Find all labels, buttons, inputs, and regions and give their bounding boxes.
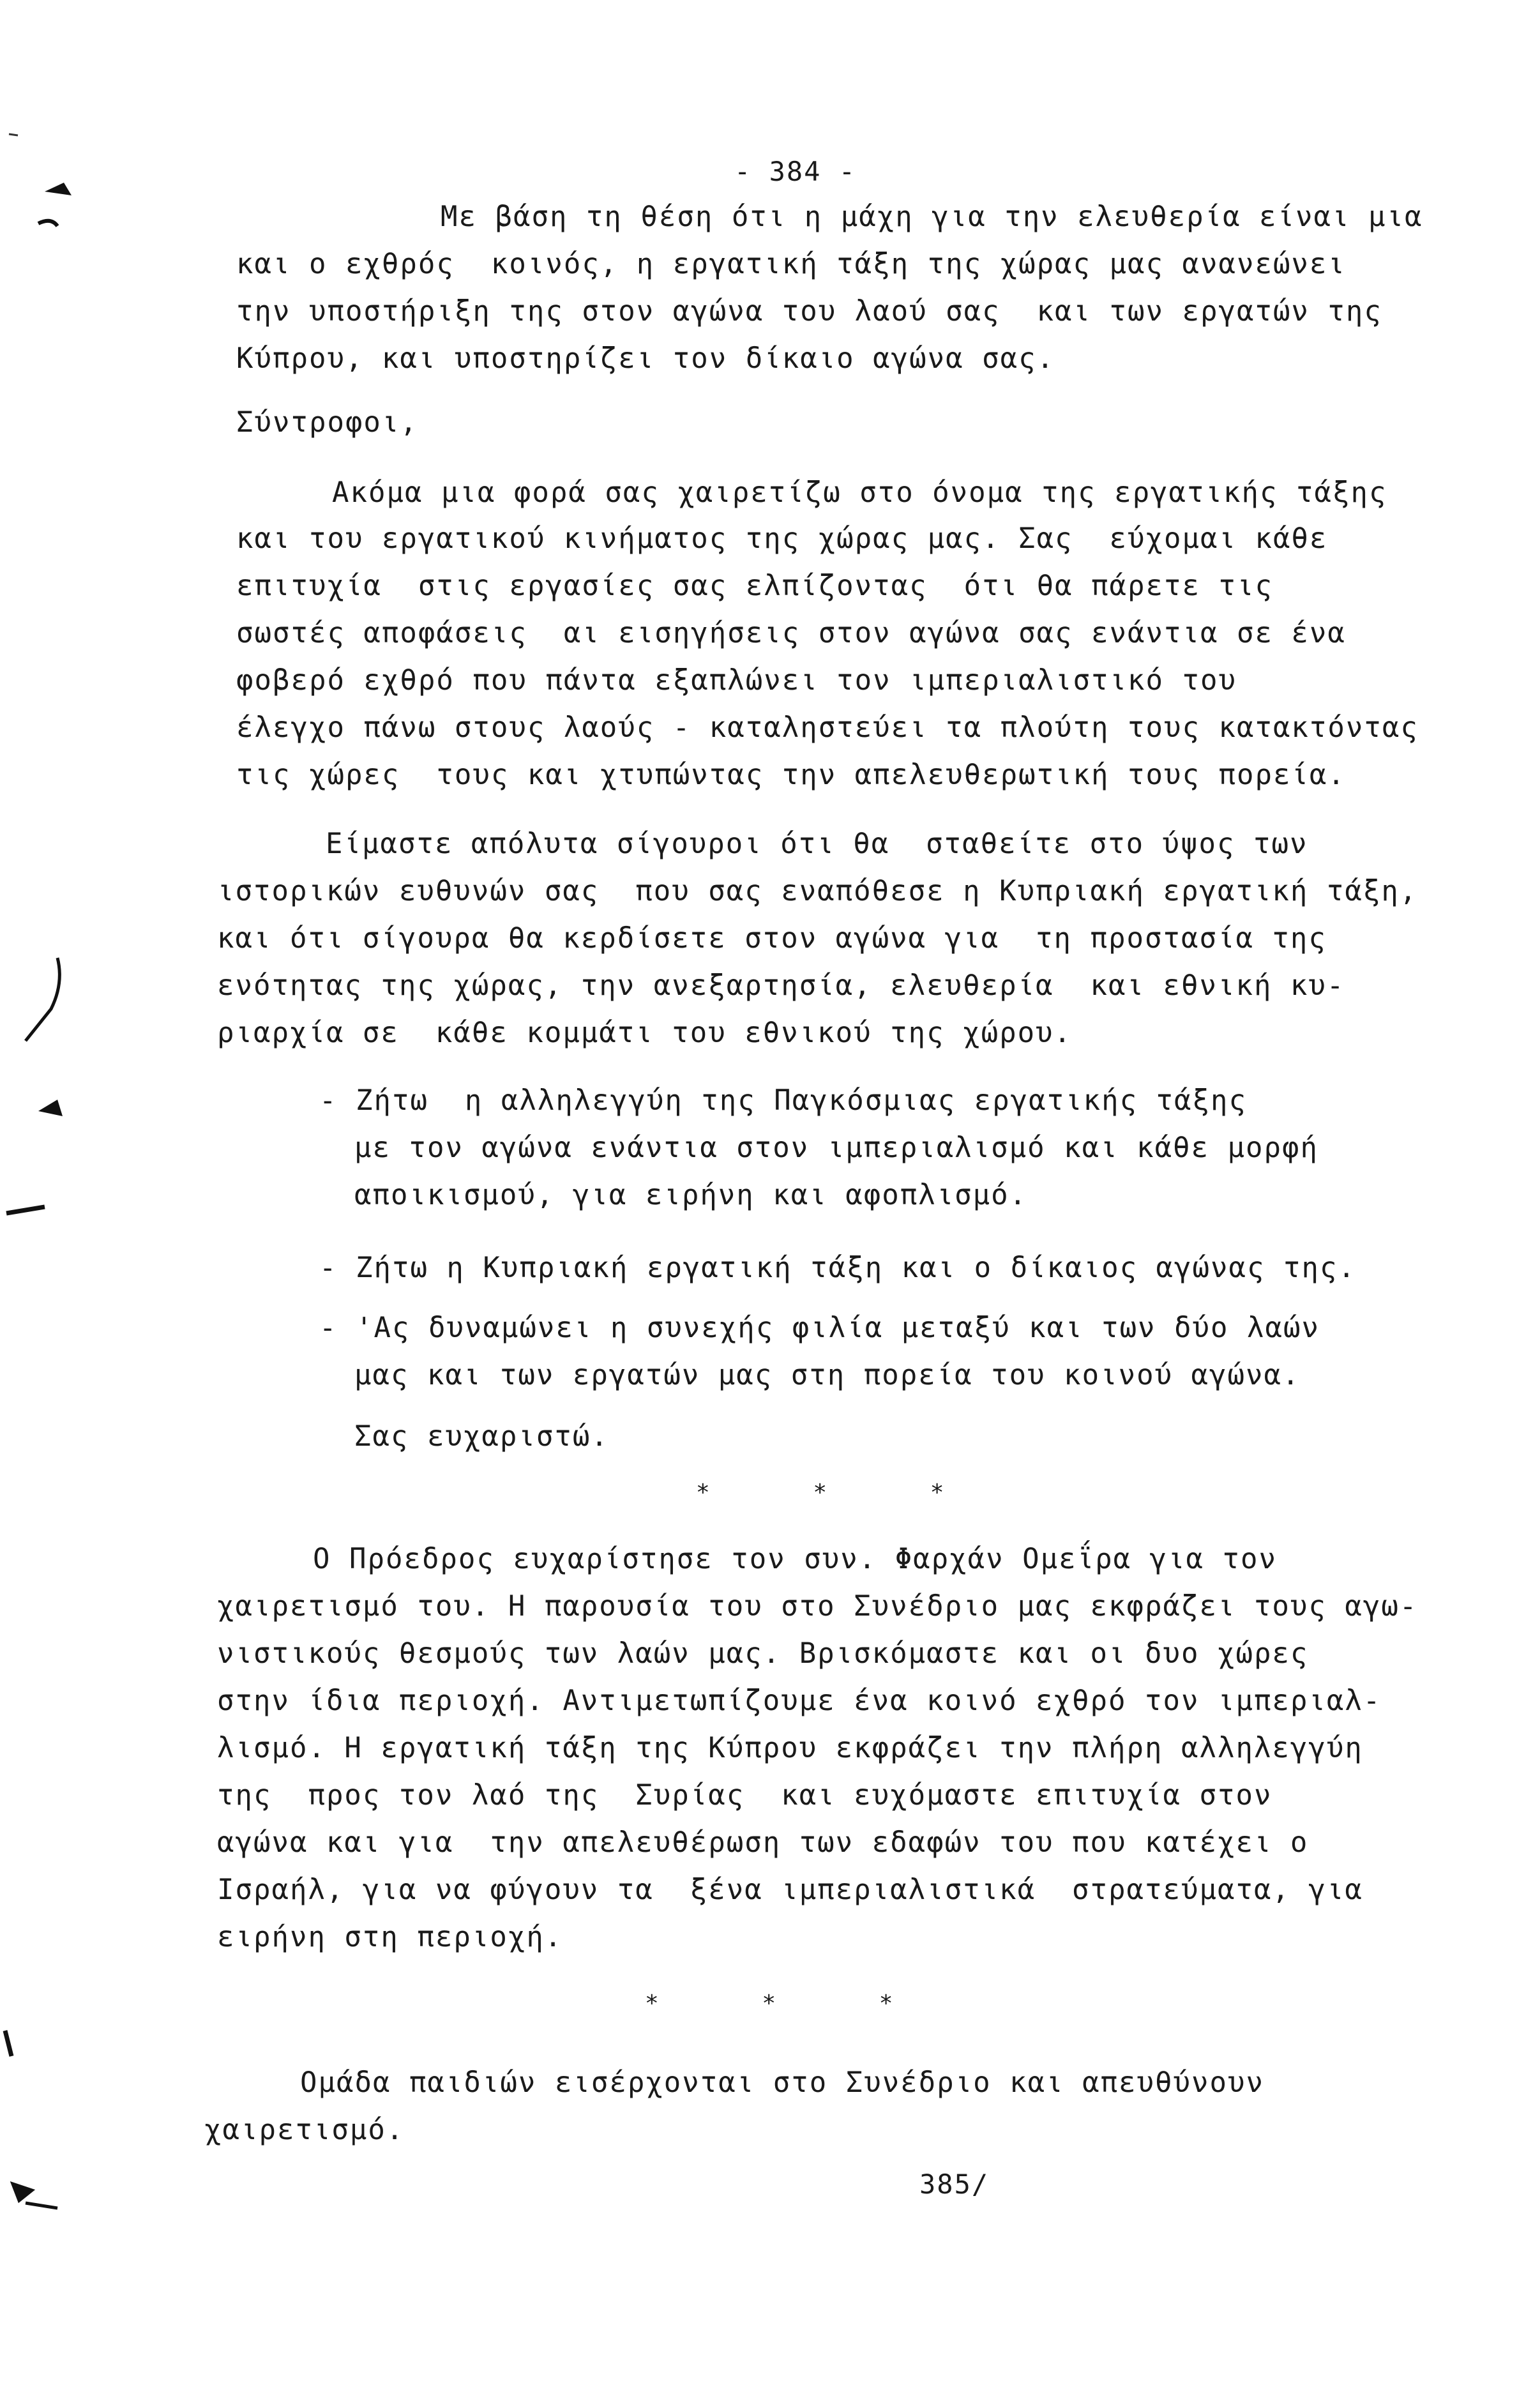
salutation: Σύντροφοι, xyxy=(236,406,418,439)
text-line: φοβερό εχθρό που πάντα εξαπλώνει τον ιμπεριαλιστικό του xyxy=(236,664,1237,697)
scan-mark-icon xyxy=(13,2184,57,2208)
scan-mark-icon xyxy=(26,958,59,1041)
text-line: την υποστήριξη της στον αγώνα του λαού σας και των εργατών της xyxy=(236,295,1382,328)
text-line: αγώνα και για την απελευθέρωση των εδαφών του που κατέχει ο xyxy=(217,1826,1309,1859)
text-line: τις χώρες τους και χτυπώντας την απελευθερωτική τους πορεία. xyxy=(236,759,1346,791)
text-line: στην ίδια περιοχή. Αντιμετωπίζουμε ένα κοινό εχθρό τον ιμπεριαλ- xyxy=(217,1685,1382,1717)
text-line: ιστορικών ευθυνών σας που σας εναπόθεσε η Κυπριακή εργατική τάξη, xyxy=(217,875,1418,907)
text-line: αποικισμού, για ειρήνη και αφοπλισμό. xyxy=(354,1179,1028,1211)
scan-mark-icon xyxy=(45,183,72,195)
text-line: επιτυχία στις εργασίες σας ελπίζοντας ότι θα πάρετε τις xyxy=(236,570,1273,602)
text-line: της προς τον λαό της Συρίας και ευχόμαστε επιτυχία στον xyxy=(217,1779,1272,1812)
page-number: - 384 - xyxy=(734,156,857,187)
text-line: νιστικούς θεσμούς των λαών μας. Βρισκόμαστε και οι δυο χώρες xyxy=(217,1637,1309,1670)
text-line: λισμό. Η εργατική τάξη της Κύπρου εκφράζει την πλήρη αλληλεγγύη xyxy=(217,1732,1363,1764)
next-page-marker: 385/ xyxy=(919,2169,990,2200)
text-line: Με βάση τη θέση ότι η μάχη για την ελευθερία είναι μια xyxy=(441,201,1423,233)
text-line: ριαρχία σε κάθε κομμάτι του εθνικού της χώρου. xyxy=(217,1017,1073,1049)
text-line: Ισραήλ, για να φύγουν τα ξένα ιμπεριαλιστικά στρατεύματα, για xyxy=(217,1874,1363,1906)
text-line: χαιρετισμό του. Η παρουσία του στο Συνέδριο μας εκφράζει τους αγω- xyxy=(217,1590,1418,1623)
text-line: Ακόμα μια φορά σας χαιρετίζω στο όνομα της εργατικής τάξης xyxy=(332,476,1387,509)
text-line: σωστές αποφάσεις αι εισηγήσεις στον αγώνα σας ενάντια σε ένα xyxy=(236,617,1346,649)
text-line: Είμαστε απόλυτα σίγουροι ότι θα σταθείτε στο ύψος των xyxy=(326,828,1308,860)
text-line: με τον αγώνα ενάντια στον ιμπεριαλισμό και κάθε μορφή xyxy=(354,1132,1318,1164)
text-line: και του εργατικού κινήματος της χώρας μας. Σας εύχομαι κάθε xyxy=(236,522,1328,555)
text-line: και ο εχθρός κοινός, η εργατική τάξη της χώρας μας ανανεώνει xyxy=(236,248,1346,280)
text-line: ειρήνη στη περιοχή. xyxy=(217,1921,563,1953)
scan-mark-icon xyxy=(5,2031,11,2056)
text-line: Κύπρου, και υποστηρίζει τον δίκαιο αγώνα σας. xyxy=(236,342,1055,375)
text-line: - 'Ας δυναμώνει η συνεχής φιλία μεταξύ και των δύο λαών xyxy=(319,1312,1320,1344)
section-separator: * * * xyxy=(645,1990,938,2017)
scan-mark-icon xyxy=(6,1207,45,1213)
text-line: ενότητας της χώρας, την ανεξαρτησία, ελευθερία και εθνική κυ- xyxy=(217,969,1345,1002)
text-line: και ότι σίγουρα θα κερδίσετε στον αγώνα για τη προστασία της xyxy=(217,922,1327,955)
scan-margin-marks xyxy=(0,0,89,2408)
scan-mark-icon xyxy=(38,221,57,226)
closing-thanks: Σας ευχαριστώ. xyxy=(354,1420,609,1453)
text-line: Ο Πρόεδρος ευχαρίστησε τον συν. Φαρχάν Ομεΐρα για τον xyxy=(313,1543,1277,1575)
scan-mark-icon xyxy=(38,1100,63,1116)
section-separator: * * * xyxy=(696,1480,989,1506)
text-line: χαιρετισμό. xyxy=(204,2114,405,2146)
text-line: έλεγχο πάνω στους λαούς - καταληστεύει τα πλούτη τους κατακτόντας xyxy=(236,711,1419,744)
text-line: μας και των εργατών μας στη πορεία του κοινού αγώνα. xyxy=(354,1359,1301,1391)
text-line: - Ζήτω η αλληλεγγύη της Παγκόσμιας εργατικής τάξης xyxy=(319,1084,1248,1117)
scan-mark-icon xyxy=(9,134,18,135)
text-line: Ομάδα παιδιών εισέρχονται στο Συνέδριο και απευθύνουν xyxy=(300,2066,1264,2099)
bullet-2: - Ζήτω η Κυπριακή εργατική τάξη και ο δίκαιος αγώνας της. xyxy=(319,1252,1356,1284)
